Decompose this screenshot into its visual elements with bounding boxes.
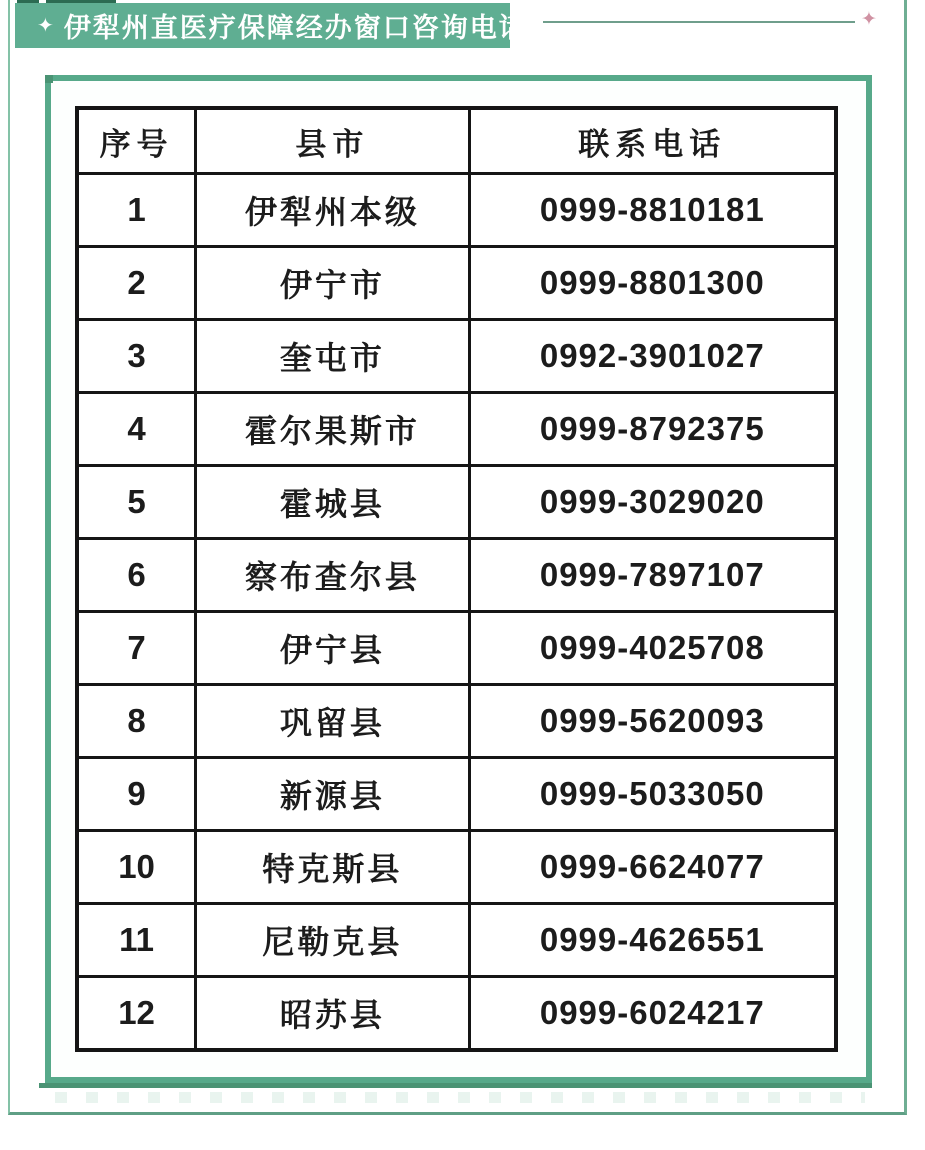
table-row <box>77 393 836 466</box>
county-cell: 伊宁市 <box>196 247 469 320</box>
county-cell: 霍城县 <box>196 466 469 539</box>
phone-cell: 0999-5033050 <box>469 758 836 831</box>
decor-line <box>543 21 855 23</box>
table-row <box>77 904 836 977</box>
row-number-cell: 6 <box>77 539 196 612</box>
county-cell: 昭苏县 <box>196 977 469 1051</box>
table-row <box>77 320 836 393</box>
row-number-cell: 10 <box>77 831 196 904</box>
page-title: 伊犁州直医疗保障经办窗口咨询电话 <box>63 13 528 43</box>
phone-cell: 0999-5620093 <box>469 685 836 758</box>
row-number-cell: 2 <box>77 247 196 320</box>
table-header-row <box>77 108 836 174</box>
sparkle-icon: ✦ <box>861 9 877 30</box>
county-cell: 新源县 <box>196 758 469 831</box>
sparkle-icon: ✦ <box>37 14 54 37</box>
phone-cell: 0999-3029020 <box>469 466 836 539</box>
table-row <box>77 174 836 247</box>
row-number-cell: 4 <box>77 393 196 466</box>
col-header-county: 县市 <box>196 108 469 174</box>
table-row <box>77 758 836 831</box>
table-row <box>77 685 836 758</box>
table-row <box>77 539 836 612</box>
phone-cell: 0999-8792375 <box>469 393 836 466</box>
county-cell: 奎屯市 <box>196 320 469 393</box>
row-number-cell: 12 <box>77 977 196 1051</box>
row-number-cell: 5 <box>77 466 196 539</box>
county-cell: 特克斯县 <box>196 831 469 904</box>
row-number-cell: 9 <box>77 758 196 831</box>
table-card <box>45 75 872 1083</box>
col-header-phone: 联系电话 <box>469 108 836 174</box>
table-row <box>77 831 836 904</box>
county-cell: 伊犁州本级 <box>196 174 469 247</box>
county-cell: 巩留县 <box>196 685 469 758</box>
phone-cell: 0999-8810181 <box>469 174 836 247</box>
row-number-cell: 11 <box>77 904 196 977</box>
table-row <box>77 466 836 539</box>
table-row <box>77 977 836 1051</box>
title-banner <box>15 3 528 48</box>
phone-cell: 0999-8801300 <box>469 247 836 320</box>
phone-cell: 0999-7897107 <box>469 539 836 612</box>
county-cell: 伊宁县 <box>196 612 469 685</box>
table-row <box>77 247 836 320</box>
phone-cell: 0999-6624077 <box>469 831 836 904</box>
row-number-cell: 3 <box>77 320 196 393</box>
phone-cell: 0999-6024217 <box>469 977 836 1051</box>
phone-cell: 0992-3901027 <box>469 320 836 393</box>
col-header-no: 序号 <box>77 108 196 174</box>
county-cell: 察布查尔县 <box>196 539 469 612</box>
phone-cell: 0999-4626551 <box>469 904 836 977</box>
row-number-cell: 7 <box>77 612 196 685</box>
row-number-cell: 1 <box>77 174 196 247</box>
bottom-dotted-decor <box>55 1092 865 1103</box>
county-cell: 霍尔果斯市 <box>196 393 469 466</box>
contacts-table <box>75 106 838 1052</box>
table-row <box>77 612 836 685</box>
county-cell: 尼勒克县 <box>196 904 469 977</box>
phone-cell: 0999-4025708 <box>469 612 836 685</box>
row-number-cell: 8 <box>77 685 196 758</box>
